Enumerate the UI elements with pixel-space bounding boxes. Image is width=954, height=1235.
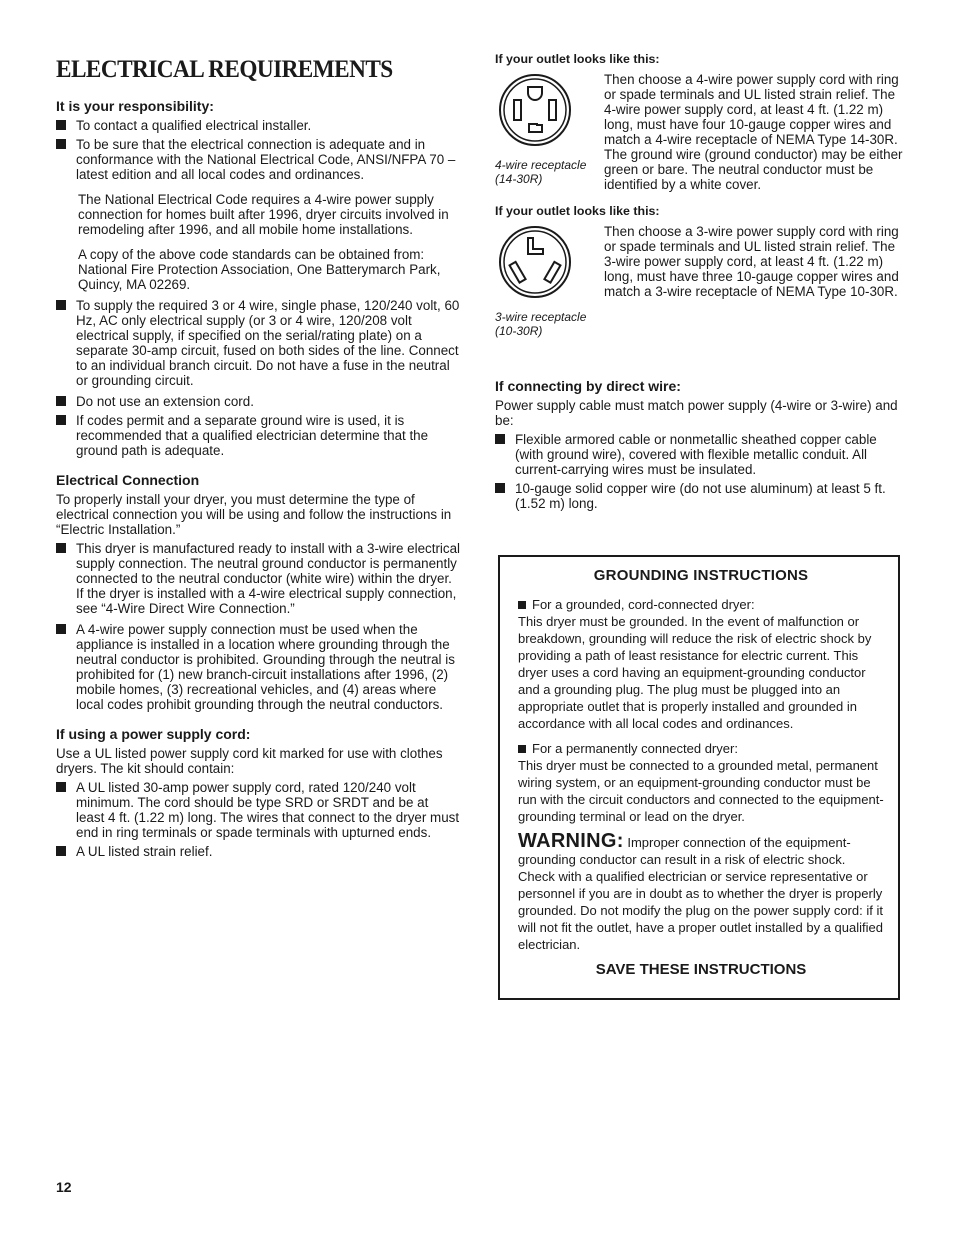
page-title: ELECTRICAL REQUIREMENTS <box>56 56 393 83</box>
right-column <box>495 52 905 515</box>
outlet-3-caption-1: 3-wire receptacle <box>495 310 587 324</box>
cord-list <box>56 780 460 859</box>
outlet-4-caption-2: (14-30R) <box>495 172 543 186</box>
connection-list <box>56 541 460 712</box>
permanent-text: This dryer must be connected to a grounded metal, permanent wiring system, or an equipment-grounding conductor must be run with the circuit conductors and connected to the equipment-grounding terminal or lead on the dryer. <box>518 758 884 824</box>
outlet-3-text: Then choose a 3-wire power supply cord with ring or spade terminals and UL listed strain relief. The 3-wire power supply cord, at least 4 ft. (1.22 m) long, must have three 10-gauge copper wires and match a 3-wire receptacle of NEMA Type 10-30R. <box>604 224 899 299</box>
outlet-3-heading: If your outlet looks like this: <box>495 204 660 218</box>
list-item: To be sure that the electrical connection is adequate and in conformance with the National Electrical Code, ANSI/NFPA 70 – latest edition and all local codes and ordinances. <box>56 137 460 182</box>
outlet-4-caption-1: 4-wire receptacle <box>495 158 587 172</box>
cord-intro: Use a UL listed power supply cord kit marked for use with clothes dryers. The kit should contain: <box>56 746 443 776</box>
copy-note: A copy of the above code standards can be obtained from: National Fire Protection Association, One Batterymarch Park, Quincy, MA 02269. <box>78 247 441 292</box>
list-item: 10-gauge solid copper wire (do not use aluminum) at least 5 ft. (1.52 m) long. <box>495 481 905 511</box>
direct-wire-heading: If connecting by direct wire: <box>495 378 681 394</box>
page-number: 12 <box>56 1179 72 1195</box>
outlet-3-caption-2: (10-30R) <box>495 324 543 338</box>
responsibility-list <box>56 118 460 458</box>
cord-heading: If using a power supply cord: <box>56 726 251 742</box>
cord-connected-subheading: For a grounded, cord-connected dryer: <box>518 596 884 613</box>
left-column <box>56 52 460 863</box>
warning-label: WARNING: <box>518 830 624 852</box>
direct-wire-intro: Power supply cable must match power supply (4-wire or 3-wire) and be: <box>495 398 898 428</box>
list-item: To supply the required 3 or 4 wire, single phase, 120/240 volt, 60 Hz, AC only electrical supply (or 3 or 4 wire, 120/208 volt electrical supply, if specified on the serial/rating plate) on a separate 30-amp circuit, fused on both sides of the line. Connect to an individual branch circuit. Do not have a fuse in the neutral or grounding circuit. <box>56 298 460 388</box>
3-wire-receptacle-icon <box>497 224 575 302</box>
cord-connected-text: This dryer must be grounded. In the event of malfunction or breakdown, grounding will reduce the risk of electric shock by providing a path of least resistance for electric current. This dryer uses a cord having an equipment-grounding conductor and a grounding plug. The plug must be plugged into an appropriate outlet that is properly installed and grounded in accordance with all local codes and ordinances. <box>518 614 872 731</box>
connection-intro: To properly install your dryer, you must determine the type of electrical connection you will be using and follow the instructions in “Electric Installation.” <box>56 492 452 537</box>
list-item: To contact a qualified electrical installer. <box>56 118 460 133</box>
grounding-title: GROUNDING INSTRUCTIONS <box>593 567 809 584</box>
grounding-instructions-box <box>498 555 900 1000</box>
permanent-subheading: For a permanently connected dryer: <box>518 740 884 757</box>
responsibility-heading: It is your responsibility: <box>56 98 214 114</box>
list-item: Flexible armored cable or nonmetallic sheathed copper cable (with ground wire), covered with flexible metallic conduit. All current-carrying wires must be insulated. <box>495 432 905 477</box>
save-instructions: SAVE THESE INSTRUCTIONS <box>595 961 807 978</box>
outlet-3-section <box>495 224 905 338</box>
connection-heading: Electrical Connection <box>56 472 200 488</box>
list-item: A UL listed strain relief. <box>56 844 460 859</box>
list-item: Do not use an extension cord. <box>56 394 460 409</box>
nec-note: The National Electrical Code requires a 4-wire power supply connection for homes built after 1996, dryer circuits involved in remodeling after 1996, and all mobile home installations. <box>78 192 449 237</box>
list-item: A UL listed 30-amp power supply cord, rated 120/240 volt minimum. The cord should be type SRD or SRDT and be at least 4 ft. (1.22 m) long. The wires that connect to the dryer must end in ring terminals or spade terminals with upturned ends. <box>56 780 460 840</box>
warning-paragraph <box>518 830 884 953</box>
list-item: This dryer is manufactured ready to install with a 3-wire electrical supply connection. The neutral ground conductor is permanently connected to the neutral conductor (white wire) within the dryer. If the dryer is installed with a 4-wire electrical supply connection, see “4-Wire Direct Wire Connection.” <box>56 541 460 616</box>
outlet-4-section <box>495 72 905 192</box>
4-wire-receptacle-icon <box>497 72 575 150</box>
direct-wire-list <box>495 432 905 511</box>
outlet-4-text: Then choose a 4-wire power supply cord with ring or spade terminals and UL listed strain relief. The 4-wire power supply cord, at least 4 ft. (1.22 m) long, must have four 10-gauge copper wires and match a 4-wire receptacle of NEMA Type 14-30R. The ground wire (ground conductor) may be either green or bare. The neutral conductor must be identified by a white cover. <box>604 72 903 192</box>
outlet-4-heading: If your outlet looks like this: <box>495 52 660 66</box>
list-item: If codes permit and a separate ground wire is used, it is recommended that a qualified electrician determine that the ground path is adequate. <box>56 413 460 458</box>
warning-text: Improper connection of the equipment-grounding conductor can result in a risk of electric shock. Check with a qualified electrician or service representative or personnel if you are in doubt as to whether the dryer is properly grounded. Do not modify the plug on the power supply cord: if it will not fit the outlet, have a proper outlet installed by a qualified electrician. <box>518 835 883 952</box>
list-item: A 4-wire power supply connection must be used when the appliance is installed in a location where grounding through the neutral conductor is prohibited. Grounding through the neutral is prohibited for (1) new branch-circuit installations after 1996, (2) mobile homes, (3) recreational vehicles, and (4) areas where local codes prohibit grounding through the neutral conductors. <box>56 622 460 712</box>
